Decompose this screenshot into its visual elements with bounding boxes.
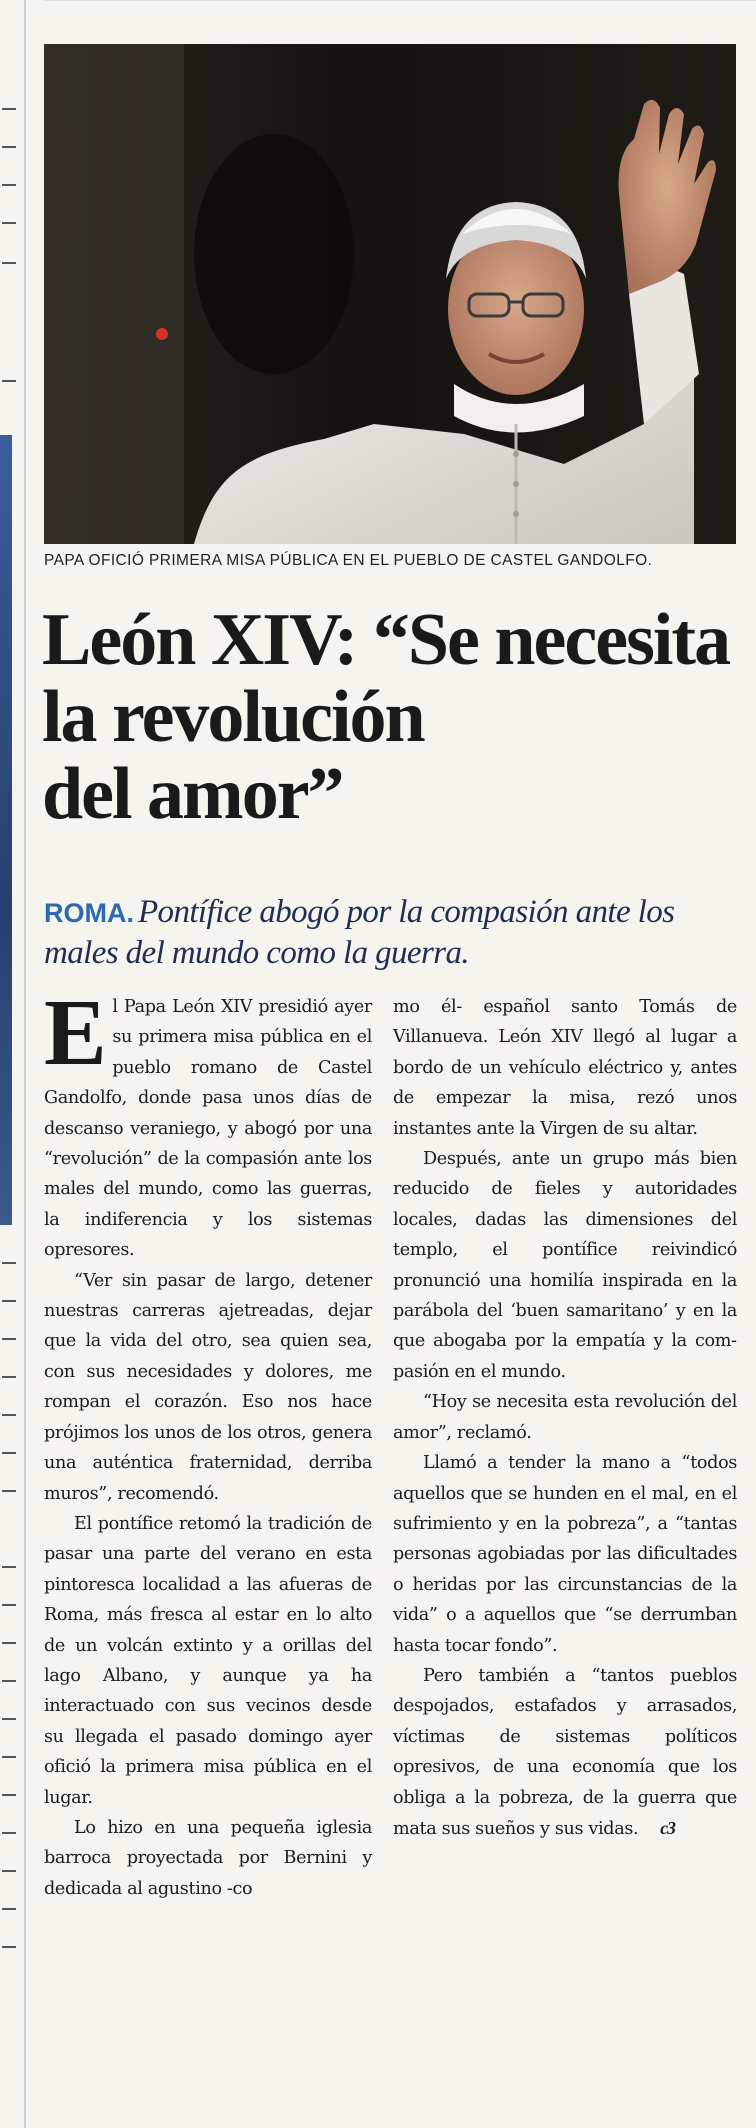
paragraph: Llamó a tender la mano a “todos aquellos que se hunden en el mal, en el sufrimiento y en la pobreza”, a “tantas personas agobiadas por las dificultades o heridas por las circunstancias de la vida” o a aquellos que “se derrumban hasta tocar fondo”. <box>393 1453 737 1656</box>
paragraph: El pontífice retomó la tradición de pasar una parte del verano en esta pintoresca localidad a las afueras de Roma, más fresca al estar en lo alto de un volcán extinto y a orillas del lago Albano, y aunque ya ha interactuado con sus vecinos desde su llegada el pasado domingo ayer ofició la primera misa pública en el lugar. <box>44 1513 372 1808</box>
paragraph: “Hoy se necesita esta revolución del amor”, reclamó. <box>393 1392 737 1443</box>
top-border <box>44 0 756 1</box>
headline <box>42 599 752 835</box>
paragraph: Lo hizo en una pequeña iglesia barroca proyectada por Bernini y dedicada al agustino -co <box>44 1817 372 1899</box>
paragraph <box>393 1661 737 1844</box>
drop-cap: E <box>44 981 107 1085</box>
paragraph <box>44 981 372 1266</box>
headline-line-1: León XIV: “Se necesita <box>42 599 730 681</box>
location-kicker: ROMA. <box>44 898 134 928</box>
adjacent-ad-strip <box>0 435 12 1225</box>
article-column-1 <box>44 981 372 1904</box>
paragraph-text: Pero también a “tantos pueblos despojados, estafados y arrasados, víctimas de sistemas políticos opresivos, de una economía que los obliga a la pobreza, de la guerra que mata sus sueños y sus vidas. <box>393 1665 737 1839</box>
previous-column-edge <box>0 0 22 2128</box>
pope-photo <box>44 44 736 544</box>
headline-line-3: del amor” <box>42 753 343 835</box>
deck <box>44 892 752 973</box>
headline-line-2: la revolución <box>42 676 424 758</box>
paragraph: “Ver sin pasar de largo, detener nuestras carreras ajetreadas, dejar que la vida del otro, sea quien sea, con sus necesidades y dolores, me rompan el corazón. Eso nos hace prójimos los unos de los otros, genera una auténtica fraternidad, derriba muros”, recomendó. <box>44 1270 372 1504</box>
end-mark: c3 <box>660 1817 675 1838</box>
article-column-2 <box>393 992 737 1844</box>
paragraph-text: l Papa León XIV presidió ayer su primera misa pública en el pueblo romano de Castel Gandolfo, donde pasa unos días de descanso veraniego, y abogó por una “revolución” de la compasión ante los males del mundo, como las guerras, la indiferencia y los sistemas opresores. <box>44 997 372 1261</box>
photo-caption: PAPA OFICIÓ PRIMERA MISA PÚBLICA EN EL PUEBLO DE CASTEL GANDOLFO. <box>44 552 653 569</box>
paragraph: mo él- español santo Tomás de Villanueva. León XIV llegó al lugar a bordo de un vehículo eléctrico y, antes de empezar la misa, rezó unos instantes ante la Virgen de su altar. <box>393 997 737 1139</box>
column-divider <box>24 0 26 2128</box>
paragraph: Después, ante un grupo más bien reducido de fieles y autoridades locales, dadas las dimensiones del templo, el pontífice reivindicó pronunció una homilía inspirada en la parábola del ‘buen samaritano’ y en la que abogaba por la empatía y la compasión en el mundo. <box>393 1149 737 1382</box>
deck-text: Pontífice abogó por la compasión ante los males del mundo como la guerra. <box>44 894 675 971</box>
